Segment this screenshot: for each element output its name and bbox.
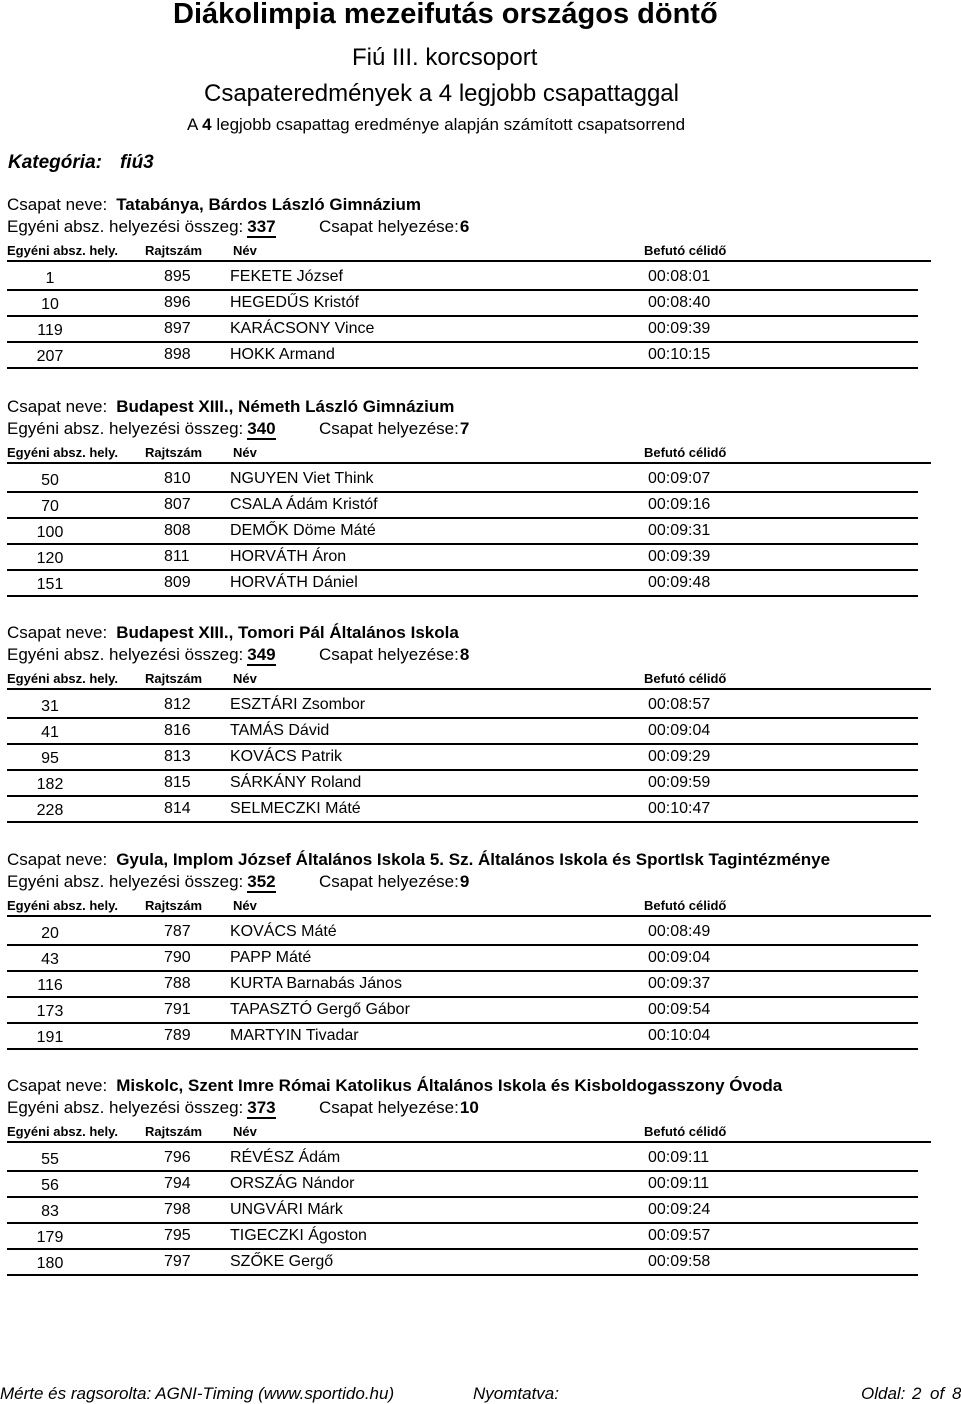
runner-name: ESZTÁRI Zsombor: [230, 696, 366, 713]
table-header: [7, 897, 931, 917]
runner-bib: 808: [164, 522, 191, 539]
runner-place: 207: [36, 348, 64, 365]
table-header: [7, 670, 931, 690]
runner-bib: 790: [164, 949, 191, 966]
team-name-label: Csapat neve:: [7, 1076, 108, 1095]
sum-label: Egyéni absz. helyezési összeg:: [7, 872, 244, 891]
table-row: [7, 291, 918, 317]
runner-bib: 813: [164, 748, 191, 765]
col-bib-header: Rajtszám: [145, 243, 203, 258]
runner-name: FEKETE József: [230, 268, 343, 285]
runner-bib: 897: [164, 320, 191, 337]
team-name-label: Csapat neve:: [7, 195, 108, 214]
team-name-line: [7, 397, 454, 417]
runner-time: 00:09:54: [648, 1001, 711, 1018]
runner-place: 191: [36, 1029, 64, 1046]
table-row: [7, 317, 918, 343]
runner-bib: 794: [164, 1175, 191, 1192]
runner-bib: 895: [164, 268, 191, 285]
team-block: [0, 1076, 960, 1276]
runner-name: TAPASZTÓ Gergő Gábor: [230, 1001, 410, 1018]
table-row: [7, 467, 918, 493]
table-header: [7, 242, 931, 262]
runner-name: DEMŐK Döme Máté: [230, 522, 376, 539]
runner-bib: 814: [164, 800, 191, 817]
runner-time: 00:10:15: [648, 346, 711, 363]
team-name-label: Csapat neve:: [7, 850, 108, 869]
table-row: [7, 519, 918, 545]
team-block: [0, 397, 960, 597]
col-place-header: Egyéni absz. hely.: [7, 1124, 119, 1139]
table-row: [7, 771, 918, 797]
runner-name: TAMÁS Dávid: [230, 722, 330, 739]
runner-time: 00:09:07: [648, 470, 711, 487]
team-place-label: Csapat helyezése:: [319, 872, 459, 891]
runner-name: KURTA Barnabás János: [230, 975, 402, 992]
team-name: Miskolc, Szent Imre Római Katolikus Általános Iskola és Kisboldogasszony Óvoda: [116, 1076, 783, 1095]
runner-bib: 798: [164, 1201, 191, 1218]
runner-name: HORVÁTH Áron: [230, 548, 347, 565]
runner-name: SÁRKÁNY Roland: [230, 774, 362, 791]
footer-page-of: of: [930, 1384, 945, 1403]
team-place-group: [319, 872, 469, 892]
runner-list: [7, 467, 918, 597]
team-place-label: Csapat helyezése:: [319, 419, 459, 438]
col-bib-header: Rajtszám: [145, 445, 203, 460]
col-name-header: Név: [233, 445, 257, 460]
table-row: [7, 745, 918, 771]
runner-bib: 797: [164, 1253, 191, 1270]
runner-bib: 807: [164, 496, 191, 513]
col-name-header: Név: [233, 243, 257, 258]
runner-name: RÉVÉSZ Ádám: [230, 1149, 341, 1166]
table-header: [7, 444, 931, 464]
category: [8, 152, 154, 174]
runner-time: 00:08:40: [648, 294, 711, 311]
table-row: [7, 797, 918, 823]
runner-place: 95: [41, 750, 59, 767]
team-summary-line: [7, 1098, 479, 1119]
runner-place: 182: [36, 776, 64, 793]
runner-bib: 898: [164, 346, 191, 363]
runner-place: 120: [36, 550, 64, 567]
team-name-label: Csapat neve:: [7, 623, 108, 642]
team-summary-line: [7, 217, 470, 238]
footer-printed: Nyomtatva:: [473, 1384, 559, 1403]
results-subtitle: Csapateredmények a 4 legjobb csapattaggal: [204, 80, 679, 107]
col-bib-header: Rajtszám: [145, 898, 203, 913]
col-name-header: Név: [233, 671, 257, 686]
ranking-note-prefix: A: [187, 115, 198, 134]
runner-time: 00:09:11: [648, 1175, 710, 1192]
runner-place: 50: [41, 472, 59, 489]
runner-time: 00:10:47: [648, 800, 711, 817]
team-sum: 337: [247, 217, 276, 236]
col-place-header: Egyéni absz. hely.: [7, 898, 119, 913]
table-row: [7, 972, 918, 998]
runner-place: 151: [36, 576, 64, 593]
runner-place: 179: [36, 1229, 64, 1246]
team-name-line: [7, 623, 459, 643]
runner-place: 83: [41, 1203, 59, 1220]
runner-name: PAPP Máté: [230, 949, 312, 966]
team-place-group: [319, 1098, 479, 1118]
runner-time: 00:10:04: [648, 1027, 711, 1044]
runner-place: 20: [41, 925, 59, 942]
table-row: [7, 693, 918, 719]
runner-place: 180: [36, 1255, 64, 1272]
table-row: [7, 1224, 918, 1250]
team-place: 6: [459, 217, 470, 236]
runner-bib: 788: [164, 975, 191, 992]
footer-page-num: 2: [912, 1384, 922, 1403]
runner-time: 00:09:37: [648, 975, 711, 992]
runner-place: 228: [36, 802, 64, 819]
runner-place: 1: [45, 270, 55, 287]
age-group-subtitle: Fiú III. korcsoport: [352, 44, 538, 71]
runner-name: KOVÁCS Patrik: [230, 748, 343, 765]
table-row: [7, 946, 918, 972]
ranking-note-number: 4: [202, 115, 212, 134]
col-time-header: Befutó célidő: [644, 671, 727, 686]
ranking-note-text: legjobb csapattag eredménye alapján számított csapatsorrend: [216, 115, 686, 134]
team-name: Budapest XIII., Tomori Pál Általános Iskola: [116, 623, 459, 642]
table-row: [7, 571, 918, 597]
ranking-note: [187, 115, 685, 135]
runner-name: KOVÁCS Máté: [230, 923, 337, 940]
table-row: [7, 1024, 918, 1050]
team-place: 10: [459, 1098, 479, 1117]
col-bib-header: Rajtszám: [145, 671, 203, 686]
team-name: Budapest XIII., Németh László Gimnázium: [116, 397, 455, 416]
runner-time: 00:09:04: [648, 949, 711, 966]
runner-bib: 896: [164, 294, 191, 311]
runner-time: 00:09:16: [648, 496, 711, 513]
team-name: Gyula, Implom József Általános Iskola 5. Sz. Általános Iskola és SportIsk Tagintézménye: [116, 850, 831, 869]
table-row: [7, 920, 918, 946]
runner-name: HOKK Armand: [230, 346, 335, 363]
runner-list: [7, 693, 918, 823]
table-row: [7, 1146, 918, 1172]
col-place-header: Egyéni absz. hely.: [7, 671, 119, 686]
runner-time: 00:09:29: [648, 748, 711, 765]
runner-time: 00:09:48: [648, 574, 711, 591]
runner-time: 00:08:57: [648, 696, 711, 713]
runner-place: 116: [37, 977, 63, 994]
table-row: [7, 265, 918, 291]
runner-bib: 789: [164, 1027, 191, 1044]
team-place-label: Csapat helyezése:: [319, 1098, 459, 1117]
runner-time: 00:09:24: [648, 1201, 711, 1218]
runner-bib: 815: [164, 774, 191, 791]
runner-place: 100: [36, 524, 64, 541]
runner-time: 00:09:59: [648, 774, 711, 791]
runner-bib: 791: [164, 1001, 191, 1018]
runner-list: [7, 265, 918, 369]
col-time-header: Befutó célidő: [644, 1124, 727, 1139]
runner-name: SZŐKE Gergő: [230, 1253, 334, 1270]
runner-place: 70: [41, 498, 59, 515]
table-row: [7, 493, 918, 519]
footer-credit: Mérte és ragsorolta: AGNI-Timing (www.sportido.hu): [0, 1384, 395, 1403]
team-place-group: [319, 419, 469, 439]
runner-time: 00:09:57: [648, 1227, 711, 1244]
runner-name: KARÁCSONY Vince: [230, 320, 375, 337]
runner-name: TIGECZKI Ágoston: [230, 1227, 367, 1244]
team-name: Tatabánya, Bárdos László Gimnázium: [116, 195, 422, 214]
table-row: [7, 343, 918, 369]
team-block: [0, 195, 960, 395]
footer-page-total: 8: [952, 1384, 961, 1403]
runner-list: [7, 920, 918, 1050]
col-place-header: Egyéni absz. hely.: [7, 243, 119, 258]
col-name-header: Név: [233, 898, 257, 913]
table-row: [7, 1250, 918, 1276]
runner-bib: 812: [164, 696, 191, 713]
runner-time: 00:08:01: [648, 268, 711, 285]
team-place: 8: [459, 645, 470, 664]
runner-time: 00:09:11: [648, 1149, 710, 1166]
runner-place: 55: [41, 1151, 59, 1168]
team-name-line: [7, 850, 830, 870]
runner-bib: 810: [164, 470, 191, 487]
runner-name: HEGEDŰS Kristóf: [230, 294, 359, 311]
team-place: 9: [459, 872, 470, 891]
team-place-group: [319, 645, 469, 665]
table-row: [7, 1198, 918, 1224]
runner-time: 00:09:39: [648, 320, 711, 337]
col-bib-header: Rajtszám: [145, 1124, 203, 1139]
sum-label: Egyéni absz. helyezési összeg:: [7, 645, 244, 664]
col-time-header: Befutó célidő: [644, 243, 727, 258]
table-header: [7, 1123, 931, 1143]
team-sum: 349: [247, 645, 276, 664]
team-sum: 373: [247, 1098, 276, 1117]
table-row: [7, 545, 918, 571]
runner-time: 00:09:39: [648, 548, 711, 565]
team-summary-line: [7, 872, 470, 893]
team-place-label: Csapat helyezése:: [319, 645, 459, 664]
runner-time: 00:09:31: [648, 522, 711, 539]
runner-place: 43: [41, 951, 59, 968]
runner-bib: 796: [164, 1149, 191, 1166]
runner-place: 119: [37, 322, 63, 339]
runner-bib: 795: [164, 1227, 191, 1244]
runner-name: CSALA Ádám Kristóf: [230, 496, 378, 513]
table-row: [7, 719, 918, 745]
table-row: [7, 998, 918, 1024]
team-sum: 352: [247, 872, 276, 891]
footer-page-label: Oldal:: [861, 1384, 906, 1403]
runner-place: 10: [41, 296, 59, 313]
sum-label: Egyéni absz. helyezési összeg:: [7, 1098, 244, 1117]
team-name-line: [7, 195, 421, 215]
runner-time: 00:09:04: [648, 722, 711, 739]
category-label: Kategória:: [8, 152, 102, 173]
col-time-header: Befutó célidő: [644, 445, 727, 460]
runner-place: 173: [36, 1003, 64, 1020]
team-block: [0, 850, 960, 1050]
runner-time: 00:08:49: [648, 923, 711, 940]
runner-bib: 809: [164, 574, 191, 591]
runner-name: ORSZÁG Nándor: [230, 1175, 355, 1192]
runner-bib: 787: [164, 923, 191, 940]
page-title: Diákolimpia mezeifutás országos döntő: [173, 0, 718, 30]
category-value: fiú3: [119, 152, 154, 173]
team-block: [0, 623, 960, 823]
col-name-header: Név: [233, 1124, 257, 1139]
sum-label: Egyéni absz. helyezési összeg:: [7, 217, 244, 236]
runner-name: SELMECZKI Máté: [230, 800, 361, 817]
runner-time: 00:09:58: [648, 1253, 711, 1270]
runner-place: 31: [41, 698, 59, 715]
runner-name: NGUYEN Viet Think: [230, 470, 374, 487]
runner-bib: 816: [164, 722, 191, 739]
runner-place: 56: [41, 1177, 59, 1194]
table-row: [7, 1172, 918, 1198]
team-summary-line: [7, 645, 470, 666]
team-name-line: [7, 1076, 782, 1096]
runner-place: 41: [41, 724, 59, 741]
team-place-label: Csapat helyezése:: [319, 217, 459, 236]
runner-bib: 811: [164, 548, 190, 565]
team-name-label: Csapat neve:: [7, 397, 108, 416]
sum-label: Egyéni absz. helyezési összeg:: [7, 419, 244, 438]
col-time-header: Befutó célidő: [644, 898, 727, 913]
runner-list: [7, 1146, 918, 1276]
col-place-header: Egyéni absz. hely.: [7, 445, 119, 460]
team-place: 7: [459, 419, 470, 438]
team-place-group: [319, 217, 469, 237]
runner-name: UNGVÁRI Márk: [230, 1201, 343, 1218]
team-summary-line: [7, 419, 470, 440]
team-sum: 340: [247, 419, 276, 438]
runner-name: MARTYIN Tivadar: [230, 1027, 359, 1044]
runner-name: HORVÁTH Dániel: [230, 574, 358, 591]
